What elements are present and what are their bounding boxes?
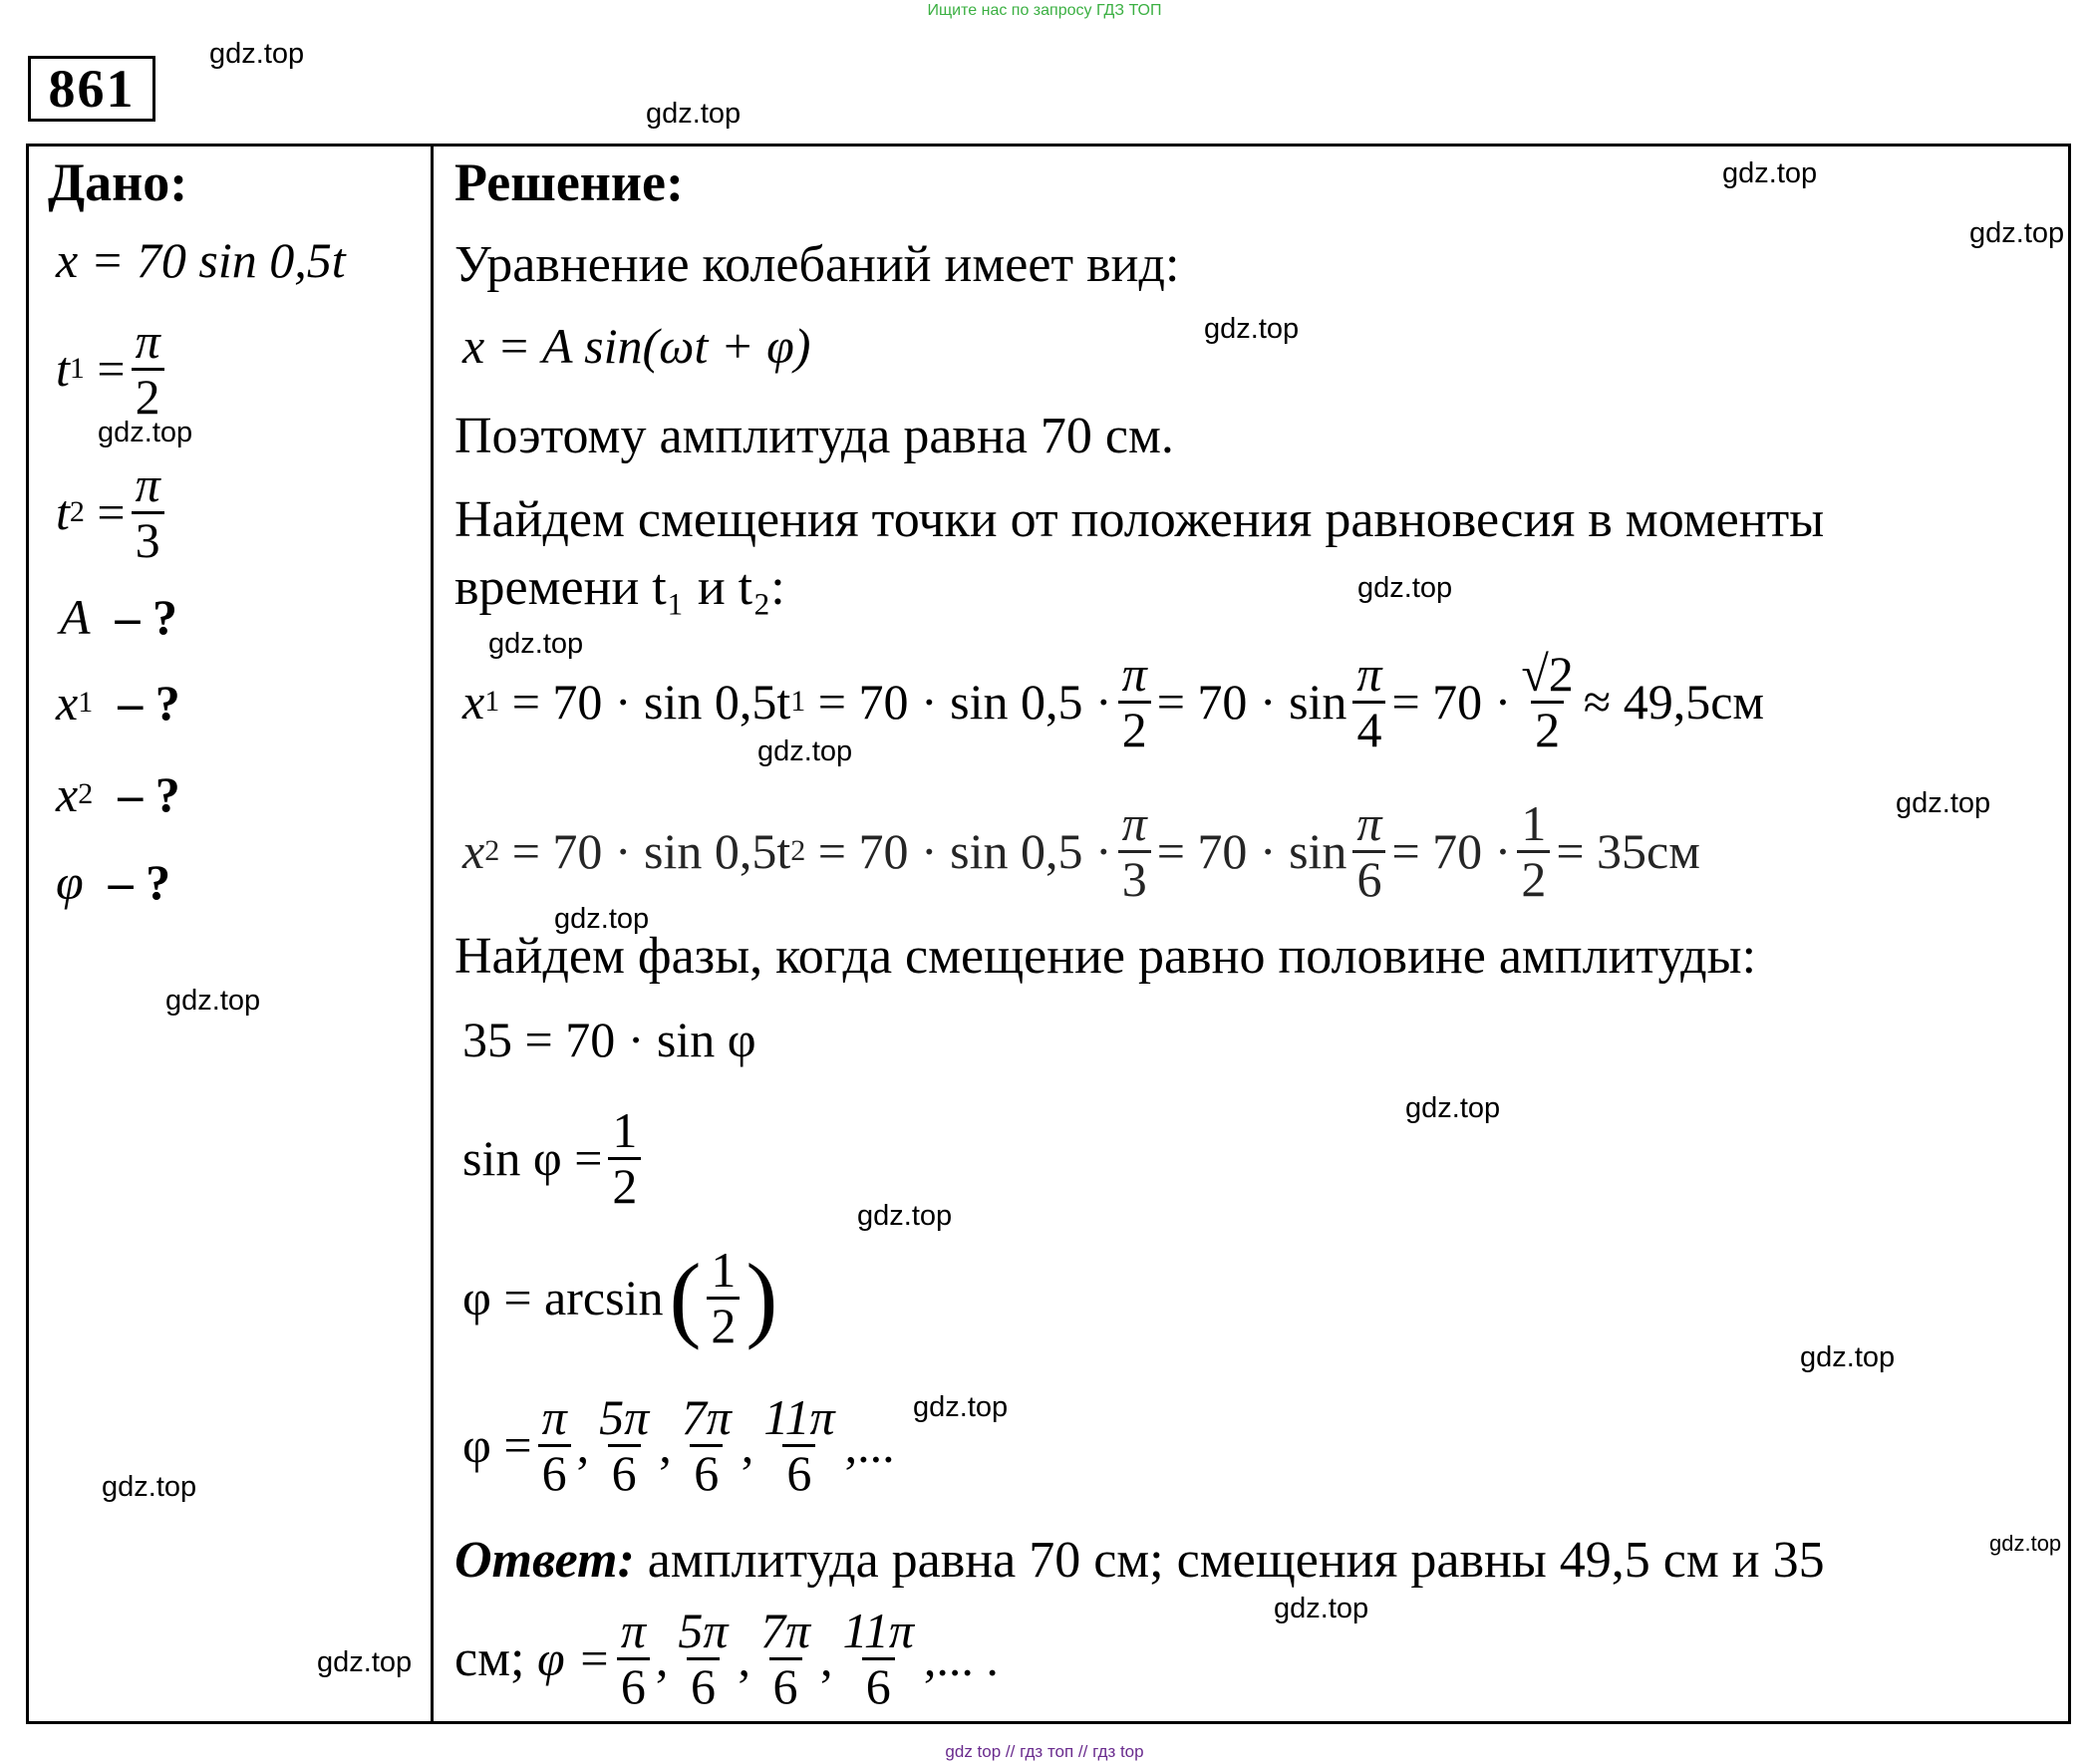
watermark: gdz.top [317, 1646, 413, 1678]
unknown-x1: x 1 – ? [56, 675, 180, 731]
watermark: gdz.top [1204, 313, 1300, 345]
watermark: gdz.top [1989, 1531, 2062, 1556]
given-heading: Дано: [48, 152, 188, 212]
general-equation: x = A sin(ωt + φ) [462, 318, 811, 374]
solution-line3a: Найдем смещения точки от положения равновесия в моменты [454, 491, 1825, 548]
given-equation: x = 70 sin 0,5t [56, 232, 346, 288]
given-t2: t 2 = $\frac{\pi}{3}$ [56, 458, 170, 566]
watermark: gdz.top [165, 985, 261, 1017]
answer-line1: Ответ: амплитуда равна 70 см; смещения равны 49,5 см и 35 [454, 1532, 1825, 1589]
watermark: gdz.top [102, 1471, 197, 1503]
watermark: gdz.top [554, 903, 650, 935]
sin-phi-equation: sin φ = $\frac{1}{2}$ [462, 1104, 647, 1212]
watermark: gdz.top [1800, 1341, 1896, 1373]
watermark: gdz.top [1274, 1593, 1369, 1624]
watermark: gdz.top [1357, 572, 1453, 604]
x1-calculation: x 1 = 70 · sin 0,5t 1 = 70 · sin 0,5 · $\frac{\pi}{2}$ = 70 · sin $\frac{\pi}{4}$ = 70 · $\frac{√2}{2}$ ≈ 49,5см [462, 646, 1765, 757]
watermark: gdz.top [209, 38, 305, 70]
solution-line4: Найдем фазы, когда смещение равно половине амплитуды: [454, 928, 1757, 985]
watermark: gdz.top [646, 98, 742, 130]
equation-35: 35 = 70 · sin φ [462, 1012, 756, 1067]
solution-heading: Решение: [454, 152, 684, 212]
watermark: gdz.top [857, 1200, 953, 1232]
watermark: gdz.top [98, 417, 193, 448]
watermark: gdz.top [488, 628, 584, 660]
arcsin-equation: φ = arcsin ( $\frac{1}{2}$ ) [462, 1242, 778, 1353]
top-banner: Ищите нас по запросу ГДЗ ТОП [927, 2, 1162, 19]
solution-line3b: времени t₁ и t₂: [454, 559, 785, 616]
unknown-phase: φ – ? [56, 854, 171, 910]
watermark: gdz.top [757, 735, 853, 767]
watermark: gdz.top [913, 1391, 1009, 1423]
watermark: gdz.top [1969, 217, 2065, 249]
watermark: gdz.top [1722, 157, 1818, 189]
watermark: gdz.top [1896, 787, 1991, 819]
solution-line2: Поэтому амплитуда равна 70 см. [454, 408, 1174, 464]
solution-line1: Уравнение колебаний имеет вид: [454, 236, 1180, 293]
unknown-x2: x 2 – ? [56, 766, 180, 822]
unknown-amplitude: A – ? [60, 589, 178, 645]
answer-line2: см; φ = $\frac{\pi}{6}$ , $\frac{5\pi}{6}$ , $\frac{7\pi}{6}$ , $\frac{11\pi}{6}$ ,... . [454, 1603, 999, 1714]
task-number: 861 [28, 56, 155, 122]
x2-calculation: x 2 = 70 · sin 0,5t 2 = 70 · sin 0,5 · $\frac{\pi}{3}$ = 70 · sin $\frac{\pi}{6}$ = 70 · $\frac{1}{2}$ = 35см [462, 795, 1700, 907]
given-t1: t 1 = $\frac{\pi}{2}$ [56, 315, 170, 423]
column-divider [431, 144, 434, 1724]
phases-equation: φ = $\frac{\pi}{6}$ , $\frac{5\pi}{6}$ , $\frac{7\pi}{6}$ , $\frac{11\pi}{6}$ ,... [462, 1389, 895, 1501]
bottom-credit: gdz top // гдз топ // гдз top [945, 1742, 1144, 1761]
watermark: gdz.top [1405, 1092, 1501, 1124]
